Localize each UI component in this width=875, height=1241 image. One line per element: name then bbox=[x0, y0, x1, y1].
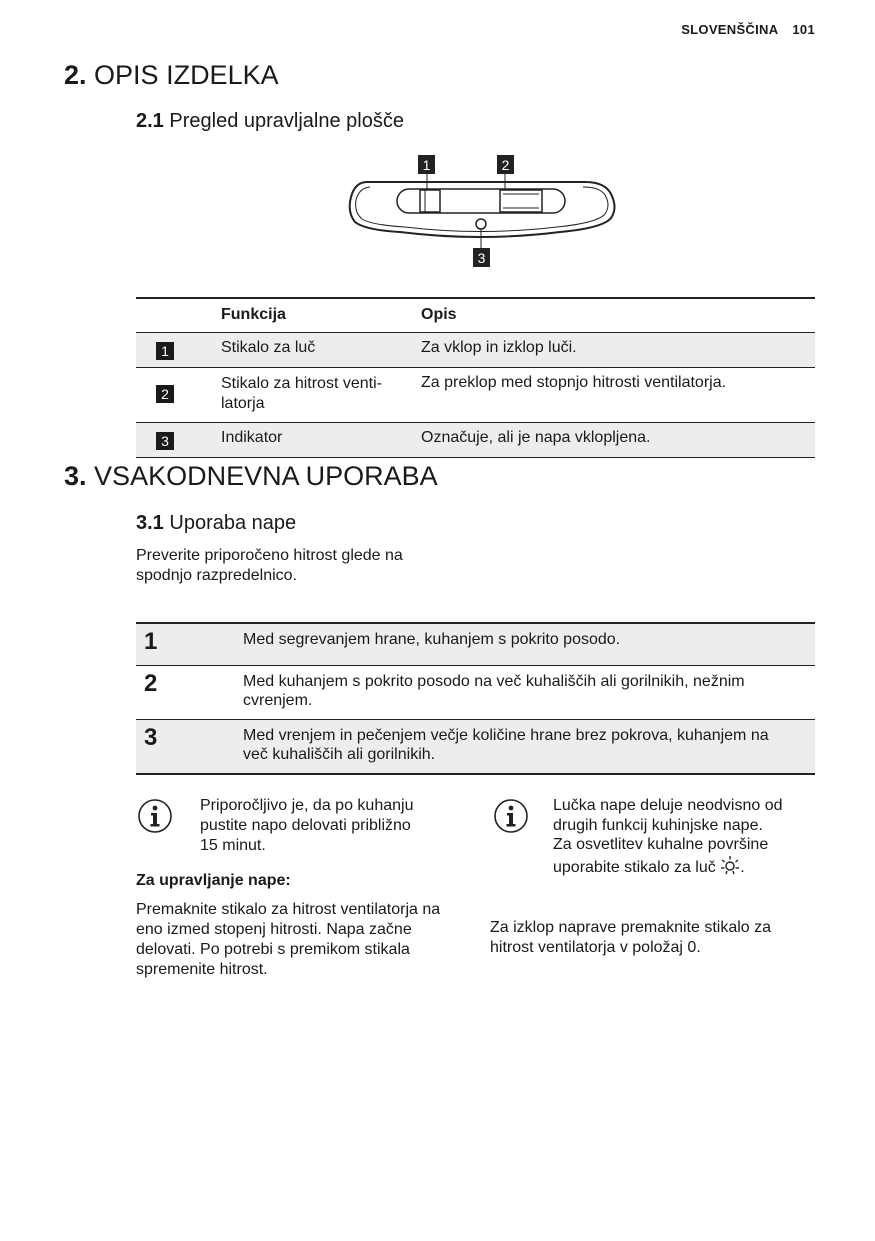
speed-description: Med segrevanjem hrane, kuhanjem s pokrito posodo. bbox=[243, 631, 621, 648]
section-3-heading bbox=[64, 461, 438, 492]
indicator-light bbox=[476, 219, 486, 229]
header-language: SLOVENŠČINA bbox=[681, 22, 779, 37]
header-funkcija: Funkcija bbox=[221, 306, 286, 323]
callout-2-label: 2 bbox=[501, 157, 510, 173]
info-icon bbox=[493, 798, 529, 834]
info-icon bbox=[137, 798, 173, 834]
row-index-badge: 2 bbox=[156, 385, 174, 403]
table-row bbox=[136, 423, 815, 458]
subsection-2-1-heading bbox=[136, 110, 404, 133]
row-index-badge: 3 bbox=[156, 432, 174, 450]
section-2-number: 2. bbox=[64, 60, 87, 90]
info-note-right-end: . bbox=[740, 858, 745, 876]
section-3-title: VSAKODNEVNA UPORABA bbox=[94, 461, 438, 491]
subsection-3-1-heading bbox=[136, 512, 296, 535]
callout-3 bbox=[473, 248, 490, 267]
page-header bbox=[681, 22, 815, 37]
table-row bbox=[136, 333, 815, 368]
table-row bbox=[136, 368, 815, 423]
speed-level: 2 bbox=[144, 670, 158, 697]
subsection-3-1-title: Uporaba nape bbox=[169, 512, 297, 534]
callout-3-label: 3 bbox=[477, 250, 486, 266]
table-row bbox=[136, 666, 815, 720]
function-table-header bbox=[136, 298, 815, 333]
speed-table bbox=[136, 622, 815, 775]
subsection-3-1-number: 3.1 bbox=[136, 512, 164, 534]
header-opis: Opis bbox=[421, 306, 457, 323]
row-description: Za vklop in izklop luči. bbox=[421, 339, 577, 356]
light-switch bbox=[420, 190, 440, 212]
off-text: Za izklop naprave premaknite stikalo za hitrost ventilatorja v položaj 0. bbox=[490, 919, 772, 956]
control-text: Premaknite stikalo za hitrost ventilatorja na eno izmed stopenj hitrosti. Napa začne delovati. Po potrebi s premikom stikala spremenite hitrost. bbox=[136, 901, 441, 978]
callout-2 bbox=[497, 155, 514, 174]
control-panel-diagram bbox=[345, 152, 620, 272]
row-function: Indikator bbox=[221, 429, 283, 446]
info-note-left: Priporočljivo je, da po kuhanju pustite napo delovati približno 15 minut. bbox=[200, 797, 414, 854]
info-note-right-text: Lučka nape deluje neodvisno od drugih funkcij kuhinjske nape. Za osvetlitev kuhalne površine uporabite stikalo za luč bbox=[553, 797, 783, 876]
section-2-heading bbox=[64, 60, 279, 91]
speed-level: 3 bbox=[144, 724, 158, 751]
row-description: Označuje, ali je napa vklopljena. bbox=[421, 429, 651, 446]
control-heading: Za upravljanje nape: bbox=[136, 872, 291, 889]
callout-1-label: 1 bbox=[422, 157, 431, 173]
row-description: Za preklop med stopnjo hitrosti ventilatorja. bbox=[421, 374, 727, 391]
section-3-number: 3. bbox=[64, 461, 87, 491]
callout-1 bbox=[418, 155, 435, 174]
intro-text: Preverite priporočeno hitrost glede na spodnjo razpredelnico. bbox=[136, 547, 403, 584]
subsection-2-1-number: 2.1 bbox=[136, 110, 164, 132]
table-row bbox=[136, 720, 815, 775]
light-bulb-icon bbox=[720, 855, 740, 875]
function-table bbox=[136, 297, 815, 458]
page-number: 101 bbox=[792, 22, 815, 37]
fan-speed-switch bbox=[500, 190, 542, 212]
row-function: Stikalo za luč bbox=[221, 339, 316, 356]
speed-description: Med kuhanjem s pokrito posodo na več kuhališčih ali gorilnikih, nežnim cvrenjem. bbox=[243, 673, 745, 709]
speed-description: Med vrenjem in pečenjem večje količine hrane brez pokrova, kuhanjem na več kuhališčih ali gorilnikih. bbox=[243, 727, 769, 763]
subsection-2-1-title: Pregled upravljalne plošče bbox=[169, 110, 404, 132]
info-note-right bbox=[553, 796, 783, 877]
row-index-badge: 1 bbox=[156, 342, 174, 360]
speed-level: 1 bbox=[144, 628, 158, 655]
row-function: Stikalo za hitrost venti-latorja bbox=[221, 375, 382, 412]
table-row bbox=[136, 623, 815, 666]
section-2-title: OPIS IZDELKA bbox=[94, 60, 279, 90]
